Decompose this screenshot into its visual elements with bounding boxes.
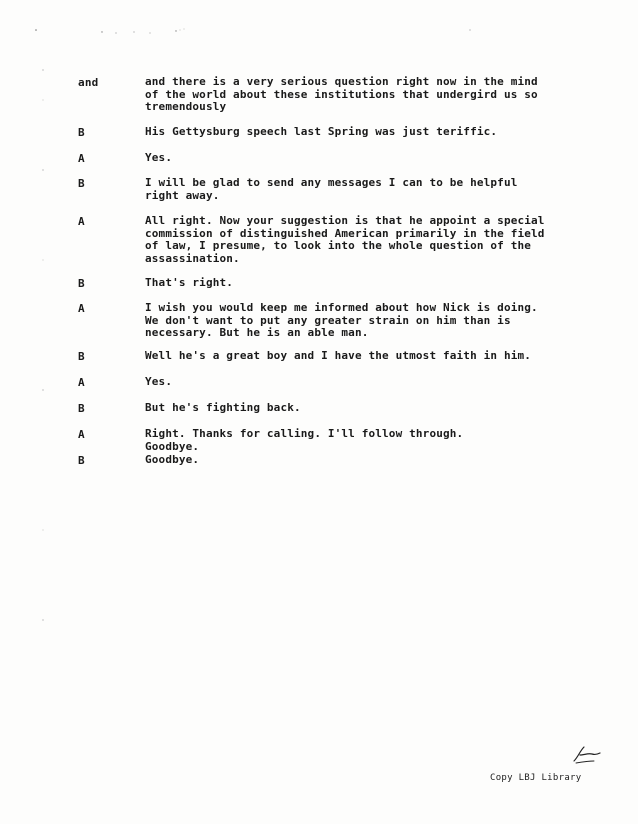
speaker-label: B bbox=[78, 126, 85, 139]
speaker-label: B bbox=[78, 277, 85, 290]
speech-text: Yes. bbox=[145, 375, 173, 388]
speaker-label: and bbox=[78, 76, 99, 89]
scan-specks-top bbox=[30, 22, 510, 38]
speech-text: and there is a very serious question right now in the mind of the world about these institutions that undergird us so tremendously bbox=[145, 75, 538, 113]
speech-text: But he's fighting back. bbox=[145, 401, 301, 414]
speaker-label: A bbox=[78, 428, 85, 441]
speaker-label: B bbox=[78, 177, 85, 190]
handwritten-initials-mark bbox=[570, 743, 602, 765]
speaker-label: A bbox=[78, 215, 85, 228]
speech-text: That's right. bbox=[145, 276, 234, 289]
speaker-label: B bbox=[78, 350, 85, 363]
speech-text: His Gettysburg speech last Spring was just teriffic. bbox=[145, 125, 498, 138]
speech-text: I will be glad to send any messages I can to be helpful right away. bbox=[145, 176, 518, 202]
speech-text: All right. Now your suggestion is that he appoint a special commission of distinguished American primarily in the field of law, I presume, to look into the whole question of the assassination. bbox=[145, 214, 545, 265]
speech-text: Goodbye. bbox=[145, 453, 200, 466]
speech-text: Right. Thanks for calling. I'll follow through. Goodbye. bbox=[145, 427, 464, 453]
library-copy-note: Copy LBJ Library bbox=[490, 773, 582, 783]
speaker-label: B bbox=[78, 454, 85, 467]
speaker-label: A bbox=[78, 376, 85, 389]
speech-text: Well he's a great boy and I have the utmost faith in him. bbox=[145, 349, 532, 362]
speaker-label: B bbox=[78, 402, 85, 415]
speaker-label: A bbox=[78, 152, 85, 165]
speaker-label: A bbox=[78, 302, 85, 315]
scan-specks-margin bbox=[40, 60, 46, 660]
speech-text: Yes. bbox=[145, 151, 173, 164]
speech-text: I wish you would keep me informed about how Nick is doing. We don't want to put any greater strain on him than is necessary. But he is an able man. bbox=[145, 301, 538, 339]
